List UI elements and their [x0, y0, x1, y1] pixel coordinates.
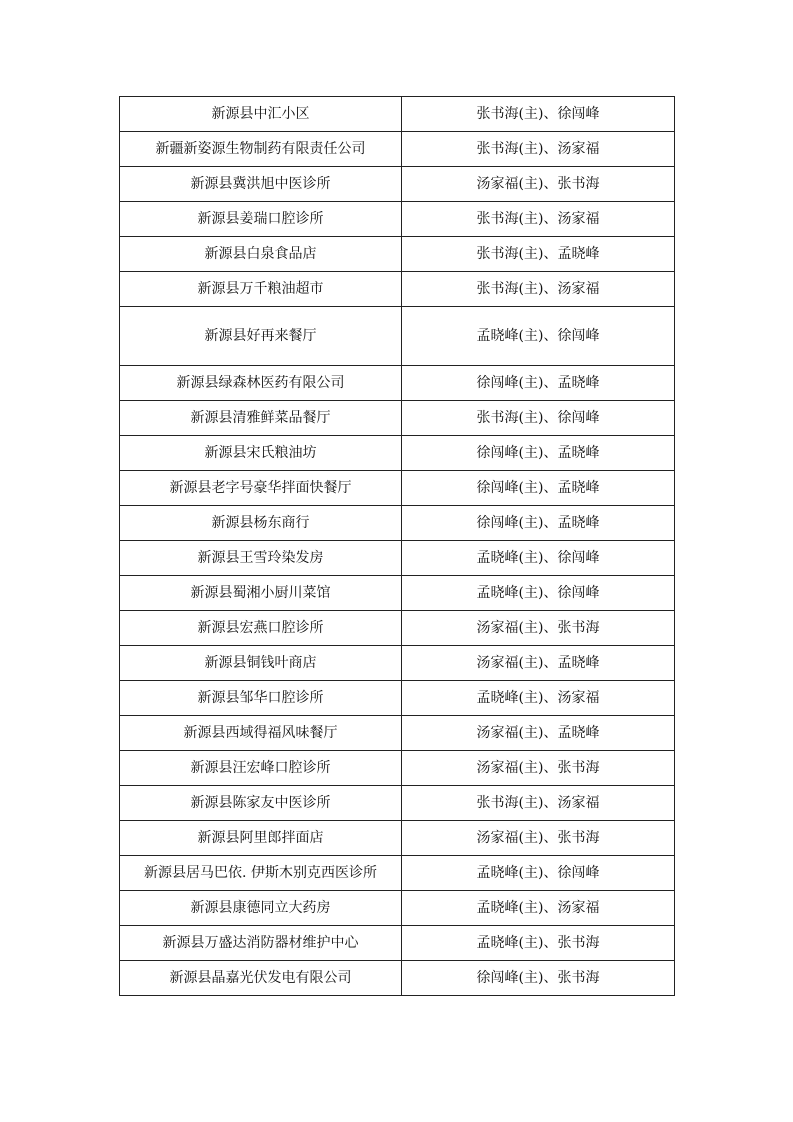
table-body: [120, 97, 675, 996]
inspectors-cell: 汤家福(主)、张书海: [402, 821, 675, 856]
unit-name-cell: 新源县姜瑞口腔诊所: [120, 202, 402, 237]
inspectors-cell: 孟晓峰(主)、徐闯峰: [402, 307, 675, 366]
unit-name-cell: 新源县陈家友中医诊所: [120, 786, 402, 821]
unit-name-cell: 新源县中汇小区: [120, 97, 402, 132]
table-row: [120, 611, 675, 646]
inspectors-cell: 徐闯峰(主)、孟晓峰: [402, 436, 675, 471]
table-row: [120, 436, 675, 471]
unit-name-cell: 新源县晶嘉光伏发电有限公司: [120, 961, 402, 996]
unit-name-cell: 新源县好再来餐厅: [120, 307, 402, 366]
table-row: [120, 576, 675, 611]
inspectors-cell: 孟晓峰(主)、汤家福: [402, 681, 675, 716]
inspectors-cell: 徐闯峰(主)、孟晓峰: [402, 471, 675, 506]
inspectors-cell: 张书海(主)、孟晓峰: [402, 237, 675, 272]
unit-name-cell: 新源县清雅鲜菜品餐厅: [120, 401, 402, 436]
table-row: [120, 751, 675, 786]
unit-name-cell: 新源县铜钱叶商店: [120, 646, 402, 681]
table-row: [120, 366, 675, 401]
table-row: [120, 237, 675, 272]
unit-name-cell: 新源县万盛达消防器材维护中心: [120, 926, 402, 961]
table-row: [120, 681, 675, 716]
inspectors-cell: 张书海(主)、汤家福: [402, 786, 675, 821]
inspectors-cell: 张书海(主)、汤家福: [402, 132, 675, 167]
inspectors-cell: 孟晓峰(主)、张书海: [402, 926, 675, 961]
unit-name-cell: 新源县老字号豪华拌面快餐厅: [120, 471, 402, 506]
inspectors-cell: 徐闯峰(主)、孟晓峰: [402, 506, 675, 541]
table-row: [120, 891, 675, 926]
inspection-assignment-table: [119, 96, 675, 996]
inspectors-cell: 徐闯峰(主)、孟晓峰: [402, 366, 675, 401]
inspectors-cell: 张书海(主)、徐闯峰: [402, 401, 675, 436]
unit-name-cell: 新源县冀洪旭中医诊所: [120, 167, 402, 202]
unit-name-cell: 新源县阿里郎拌面店: [120, 821, 402, 856]
unit-name-cell: 新源县汪宏峰口腔诊所: [120, 751, 402, 786]
unit-name-cell: 新源县西域得福风味餐厅: [120, 716, 402, 751]
inspectors-cell: 孟晓峰(主)、徐闯峰: [402, 576, 675, 611]
unit-name-cell: 新疆新姿源生物制药有限责任公司: [120, 132, 402, 167]
inspectors-cell: 徐闯峰(主)、张书海: [402, 961, 675, 996]
table-row: [120, 856, 675, 891]
table-row: [120, 471, 675, 506]
inspectors-cell: 汤家福(主)、张书海: [402, 611, 675, 646]
inspectors-cell: 汤家福(主)、张书海: [402, 167, 675, 202]
unit-name-cell: 新源县居马巴依. 伊斯木别克西医诊所: [120, 856, 402, 891]
table-row: [120, 786, 675, 821]
unit-name-cell: 新源县蜀湘小厨川菜馆: [120, 576, 402, 611]
inspectors-cell: 张书海(主)、汤家福: [402, 272, 675, 307]
unit-name-cell: 新源县杨东商行: [120, 506, 402, 541]
unit-name-cell: 新源县宋氏粮油坊: [120, 436, 402, 471]
table-row: [120, 926, 675, 961]
inspectors-cell: 孟晓峰(主)、徐闯峰: [402, 856, 675, 891]
unit-name-cell: 新源县白泉食品店: [120, 237, 402, 272]
table-row: [120, 646, 675, 681]
table-row: [120, 202, 675, 237]
table-row: [120, 97, 675, 132]
inspectors-cell: 汤家福(主)、张书海: [402, 751, 675, 786]
table-row: [120, 167, 675, 202]
table-row: [120, 506, 675, 541]
inspectors-cell: 孟晓峰(主)、徐闯峰: [402, 541, 675, 576]
unit-name-cell: 新源县绿森林医药有限公司: [120, 366, 402, 401]
unit-name-cell: 新源县宏燕口腔诊所: [120, 611, 402, 646]
inspectors-cell: 汤家福(主)、孟晓峰: [402, 646, 675, 681]
inspectors-cell: 张书海(主)、徐闯峰: [402, 97, 675, 132]
table-row: [120, 307, 675, 366]
inspectors-cell: 孟晓峰(主)、汤家福: [402, 891, 675, 926]
inspectors-cell: 张书海(主)、汤家福: [402, 202, 675, 237]
table-row: [120, 132, 675, 167]
unit-name-cell: 新源县邹华口腔诊所: [120, 681, 402, 716]
table-row: [120, 401, 675, 436]
table-row: [120, 821, 675, 856]
unit-name-cell: 新源县万千粮油超市: [120, 272, 402, 307]
table-row: [120, 716, 675, 751]
table-row: [120, 961, 675, 996]
unit-name-cell: 新源县王雪玲染发房: [120, 541, 402, 576]
table-row: [120, 541, 675, 576]
unit-name-cell: 新源县康德同立大药房: [120, 891, 402, 926]
inspectors-cell: 汤家福(主)、孟晓峰: [402, 716, 675, 751]
table-row: [120, 272, 675, 307]
